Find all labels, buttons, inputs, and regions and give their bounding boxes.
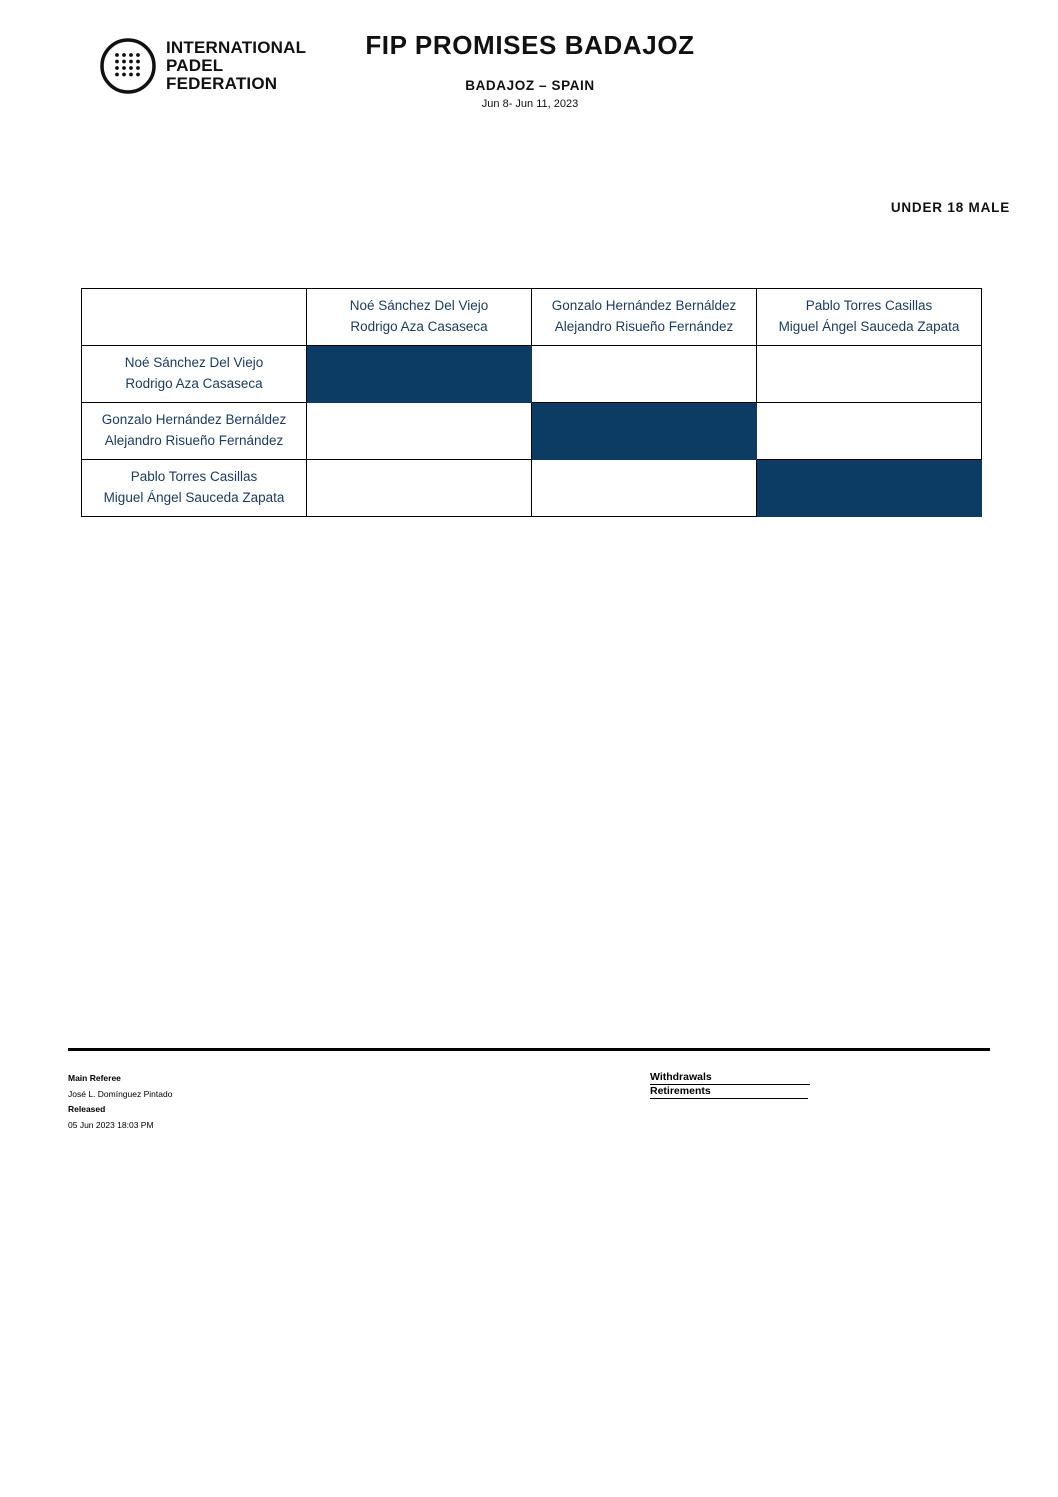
row-header-team-3-player-2: Miguel Ángel Sauceda Zapata (103, 490, 285, 505)
footer-status-block (650, 1071, 990, 1099)
row-header-team-2-player-1: Gonzalo Hernández Bernáldez (101, 412, 287, 428)
table-row (82, 460, 982, 517)
result-cell-2-2 (532, 403, 757, 460)
logo-line-1: INTERNATIONAL (166, 38, 307, 58)
logo-line-3: FEDERATION (166, 73, 278, 93)
result-cell-1-2[interactable] (532, 346, 757, 403)
result-cell-3-3 (757, 460, 982, 517)
result-cell-2-1[interactable] (307, 403, 532, 460)
table-header-row (82, 289, 982, 346)
withdrawals-section (650, 1071, 825, 1085)
row-header-team-1-player-2: Rodrigo Aza Casaseca (125, 376, 263, 391)
grid-corner (82, 289, 307, 346)
round-robin-grid (81, 288, 982, 517)
tournament-location: BADAJOZ – SPAIN (465, 78, 595, 93)
tournament-dates: Jun 8- Jun 11, 2023 (481, 98, 579, 110)
column-header-team-3 (757, 289, 982, 346)
result-cell-3-1[interactable] (307, 460, 532, 517)
result-cell-1-3[interactable] (757, 346, 982, 403)
result-cell-1-1 (307, 346, 532, 403)
row-header-team-2 (82, 403, 307, 460)
column-header-team-1-player-2: Rodrigo Aza Casaseca (350, 319, 488, 334)
category-label: UNDER 18 MALE (890, 200, 1010, 215)
row-header-team-1 (82, 346, 307, 403)
document-header (0, 30, 1058, 130)
table-row (82, 346, 982, 403)
table-row (82, 403, 982, 460)
federation-logo-text (166, 39, 306, 92)
main-referee-label: Main Referee (68, 1073, 121, 1083)
row-header-team-1-player-1: Noé Sánchez Del Viejo (124, 355, 264, 371)
tournament-title-block (300, 30, 760, 110)
main-referee-name: José L. Domínguez Pintado (68, 1088, 173, 1099)
row-header-team-2-player-2: Alejandro Risueño Fernández (104, 433, 284, 448)
column-header-team-2 (532, 289, 757, 346)
retirements-section (650, 1085, 815, 1099)
round-robin-table (81, 288, 982, 517)
result-cell-2-3[interactable] (757, 403, 982, 460)
padel-ball-icon (100, 38, 156, 94)
logo-line-2: PADEL (166, 56, 224, 76)
retirements-label: Retirements (650, 1085, 808, 1099)
column-header-team-1 (307, 289, 532, 346)
column-header-team-2-player-1: Gonzalo Hernández Bernáldez (551, 298, 737, 314)
released-label: Released (68, 1104, 106, 1115)
column-header-team-3-player-1: Pablo Torres Casillas (805, 298, 933, 314)
result-cell-3-2[interactable] (532, 460, 757, 517)
footer-referee-block (68, 1071, 172, 1134)
row-header-team-3-player-1: Pablo Torres Casillas (130, 469, 258, 485)
withdrawals-label: Withdrawals (650, 1071, 810, 1085)
column-header-team-3-player-2: Miguel Ángel Sauceda Zapata (778, 319, 960, 334)
released-datetime: 05 Jun 2023 18:03 PM (68, 1120, 154, 1131)
page-title: FIP PROMISES BADAJOZ (365, 30, 695, 60)
federation-logo (100, 38, 306, 94)
footer-divider (68, 1048, 990, 1051)
column-header-team-1-player-1: Noé Sánchez Del Viejo (349, 298, 489, 314)
row-header-team-3 (82, 460, 307, 517)
column-header-team-2-player-2: Alejandro Risueño Fernández (554, 319, 734, 334)
